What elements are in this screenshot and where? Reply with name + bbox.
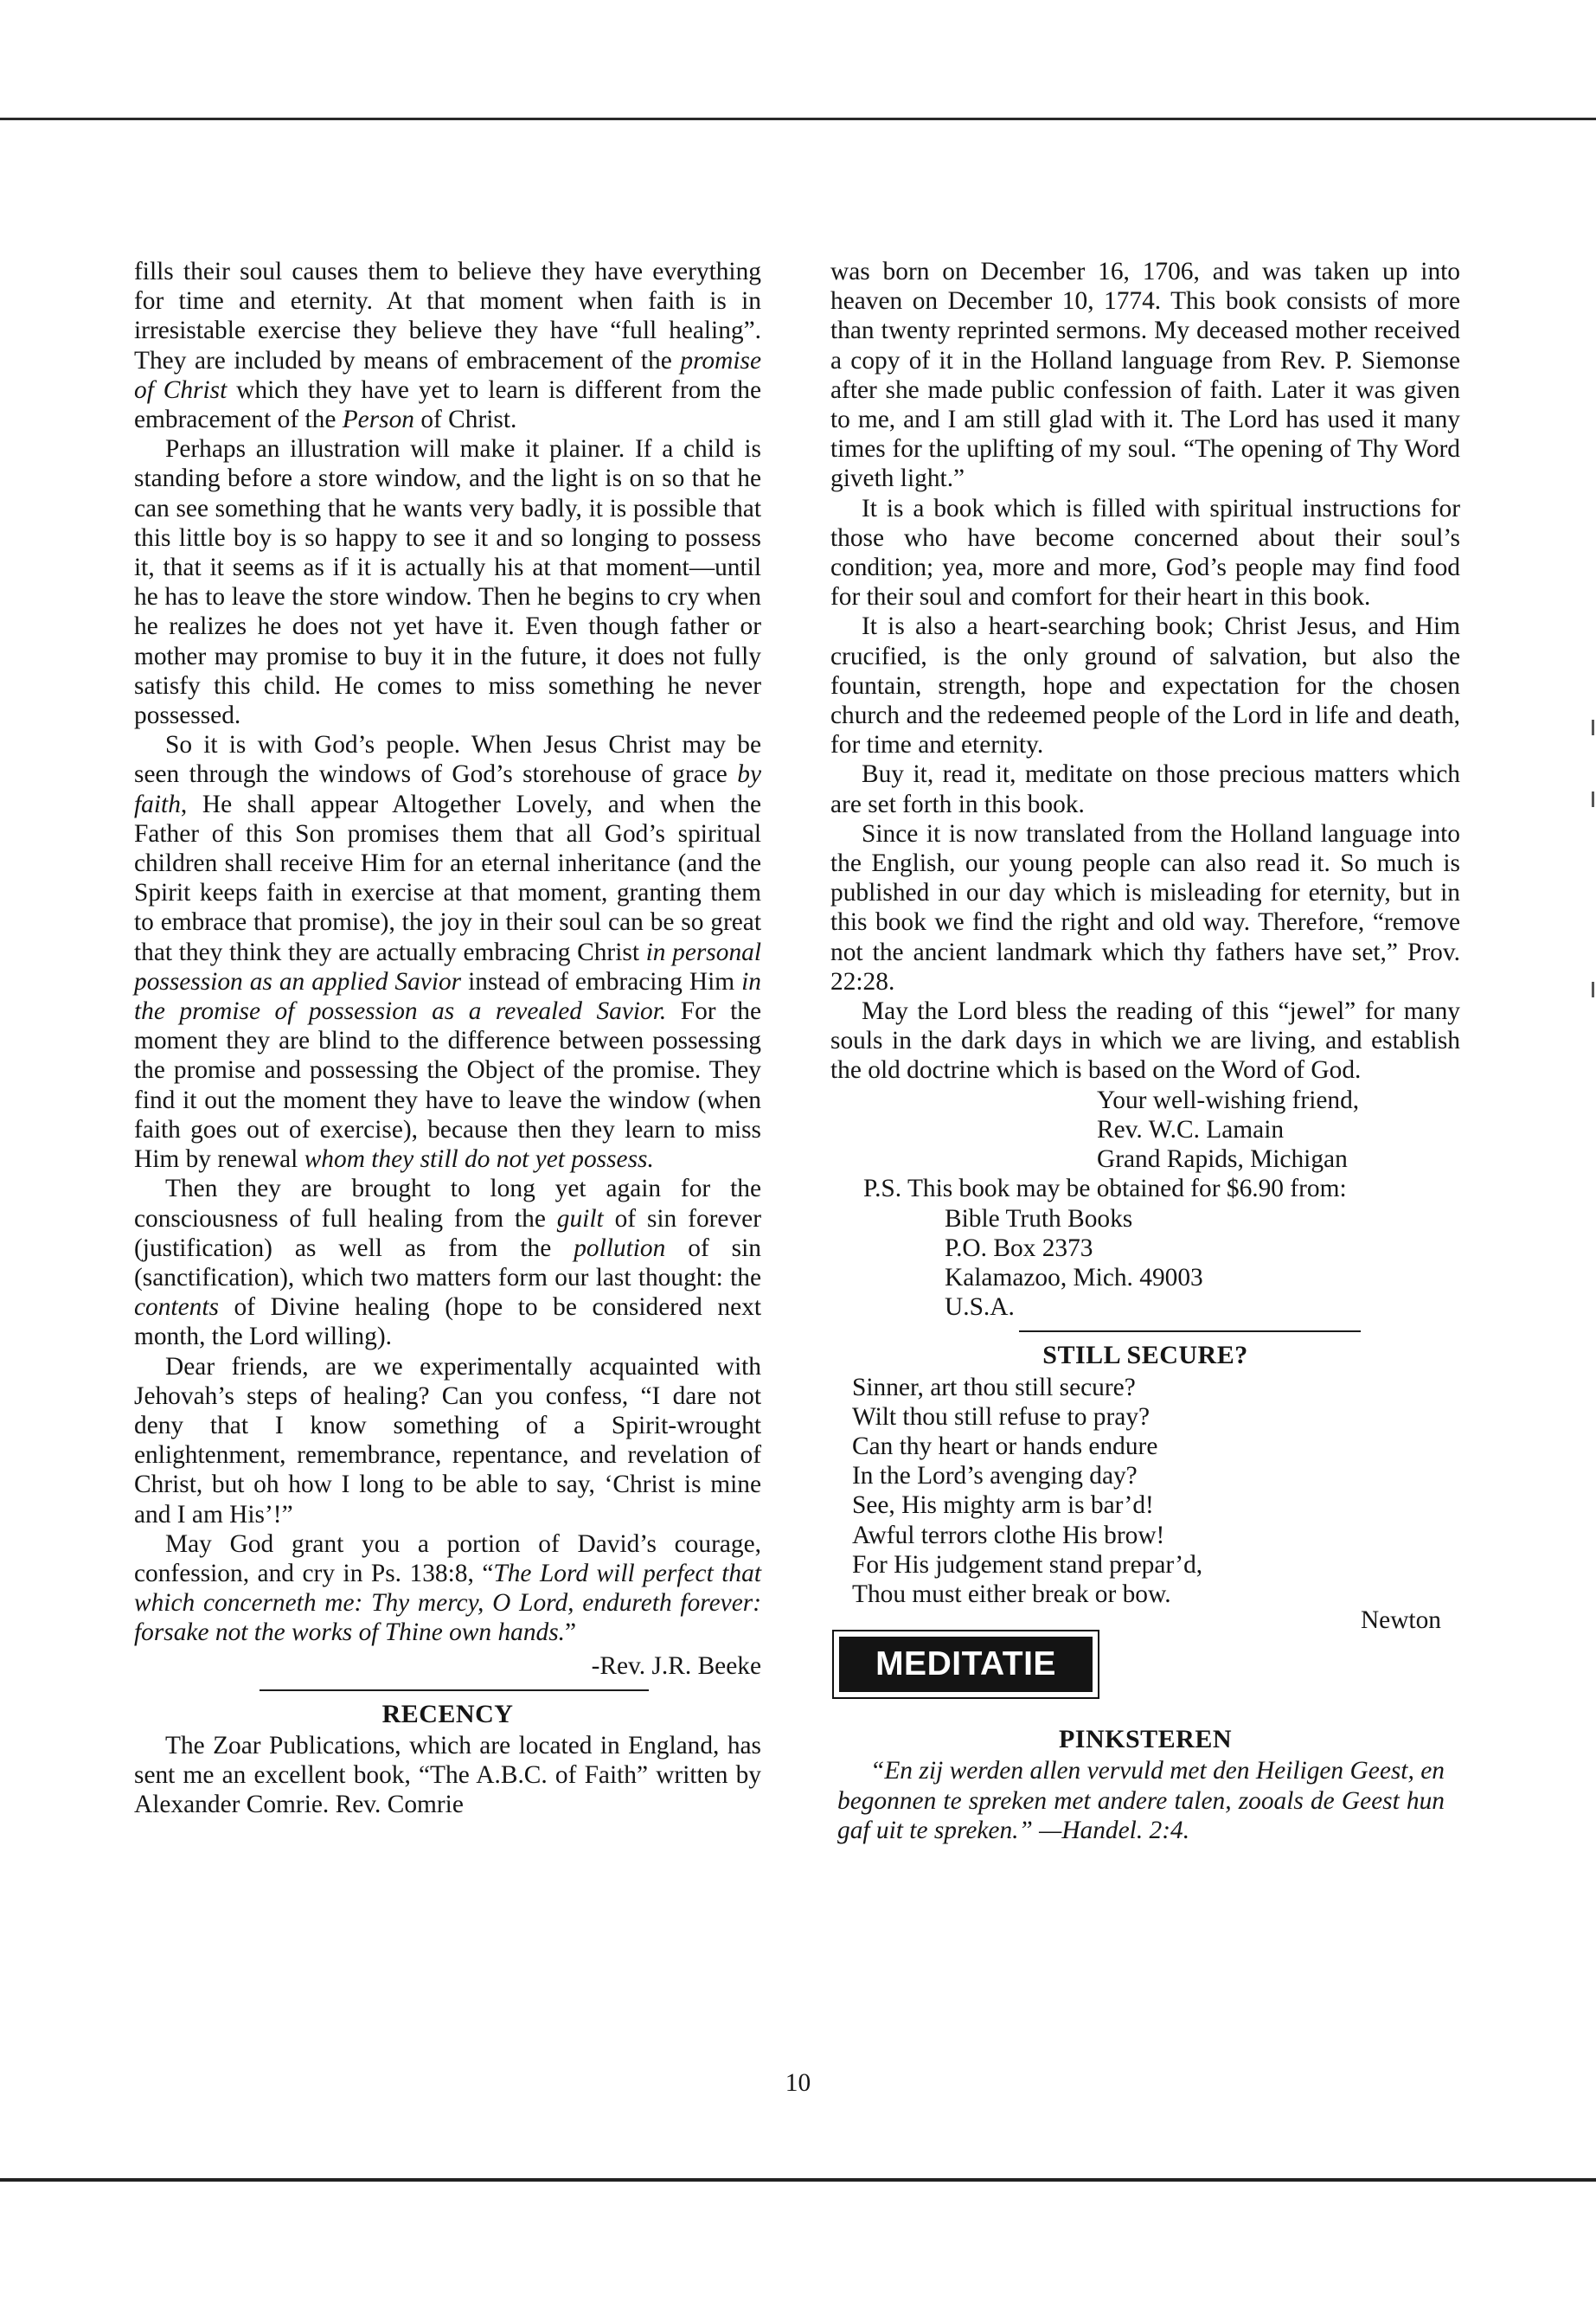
recency-paragraph: The Zoar Publications, which are located in England, has sent me an excellent book, “The A.B.C. of Faith” written by Alexander Comrie. Rev. Comrie (134, 1731, 761, 1819)
signature-line: Your well-wishing friend, (1097, 1086, 1360, 1114)
signature-line: Grand Rapids, Michigan (1097, 1145, 1348, 1174)
section-heading-recency: RECENCY (381, 1699, 514, 1728)
review-paragraph: Buy it, read it, meditate on those precious matters which are set forth in this book. (830, 760, 1460, 818)
address-line: Bible Truth Books (945, 1204, 1133, 1233)
address-line: U.S.A. (945, 1293, 1015, 1322)
poem-line: In the Lord’s avenging day? (852, 1462, 1138, 1490)
review-paragraph: It is a book which is filled with spiritual instructions for those who have become concerned about their soul’s condition; yea, more and more, God’s people may find food for their soul and comfort for their heart in this book. (830, 494, 1460, 612)
edge-mark (1592, 792, 1594, 807)
signature-line: Rev. W.C. Lamain (1097, 1115, 1285, 1144)
page-number: 10 (785, 2069, 811, 2097)
review-paragraph: May the Lord bless the reading of this “jewel” for many souls in the dark days in which we are living, and establish the old doctrine which is based on the Word of God. (830, 997, 1460, 1085)
address-line: P.O. Box 2373 (945, 1234, 1093, 1262)
address-block (830, 1204, 1460, 1323)
article-paragraph: So it is with God’s people. When Jesus Christ may be seen through the windows of God’s storehouse of grace by faith, He shall appear Altogether Lovely, and when the Father of this Son promises them that all God’s spiritual children shall receive Him for an eternal inheritance (and the Spirit keeps faith in exercise at that moment, granting them to embrace that promise), the joy in their soul can be so great that they think they are actually embracing Christ in personal possession as an applied Savior instead of embracing Him in the promise of possession as a revealed Savior. For the moment they are blind to the difference between possessing the promise and possessing the Object of the promise. They find it out the moment they have to leave the window (when faith goes out of exercise), because then they learn to miss Him by renewal whom they still do not yet possess. (134, 731, 761, 1174)
poem-line: Wilt thou still refuse to pray? (852, 1402, 1151, 1431)
poem-line: For His judgement stand prepar’d, (852, 1550, 1203, 1579)
article-paragraph: May God grant you a portion of David’s courage, confession, and cry in Ps. 138:8, “The Lord will perfect that which concerneth me: Thy mercy, O Lord, endureth forever: forsake not the works of Thine own hands.” (134, 1529, 761, 1647)
section-heading-pinksteren: PINKSTEREN (1058, 1725, 1233, 1754)
article-paragraph: Perhaps an illustration will make it plainer. If a child is standing before a store window, and the light is on so that he can see something that he wants very badly, it is possible that this little boy is so happy to see it and so longing to possess it, that it seems as if it is actually his at that moment—until he has to leave the store window. Then he begins to cry when he realizes he does not yet have it. Even though father or mother may promise to buy it in the future, it does not fully satisfy this child. He comes to miss something he never possessed. (134, 435, 761, 730)
poem-title: STILL SECURE? (1042, 1341, 1248, 1370)
meditatie-badge (832, 1630, 1099, 1699)
review-paragraph: It is also a heart-searching book; Christ Jesus, and Him crucified, is the only ground of salvation, but also the fountain, strength, hope and expectation for the chosen church and the redeemed people of the Lord in life and death, for time and eternity. (830, 612, 1460, 760)
left-column (134, 257, 761, 1820)
section-divider (260, 1689, 649, 1691)
bottom-rule (0, 2178, 1596, 2182)
signature-block (830, 1086, 1460, 1175)
badge-row (830, 1606, 1460, 1697)
address-line: Kalamazoo, Mich. 49003 (945, 1263, 1203, 1292)
top-rule (0, 118, 1596, 120)
article-body (134, 257, 761, 1648)
author-attribution: -Rev. J.R. Beeke (591, 1651, 761, 1680)
postscript: P.S. This book may be obtained for $6.90 from: (863, 1175, 1347, 1203)
edge-mark (1592, 720, 1594, 735)
right-column (830, 257, 1460, 1845)
poem-line: Can thy heart or hands endure (852, 1432, 1158, 1460)
article-paragraph: Then they are brought to long yet again for the consciousness of full healing from the guilt of sin forever (justification) as well as from the pollution of sin (sanctification), which two matters form our last thought: the contents of Divine healing (hope to be considered next month, the Lord willing). (134, 1175, 761, 1351)
review-paragraph: was born on December 16, 1706, and was taken up into heaven on December 10, 1774. This book consists of more than twenty reprinted sermons. My deceased mother received a copy of it in the Holland language from Rev. P. Siemonse after she made public confession of faith. Later it was given to me, and I am still glad with it. The Lord has used it many times for the uplifting of my soul. “The opening of Thy Word giveth light.” (830, 258, 1460, 493)
article-paragraph: Dear friends, are we experimentally acquainted with Jehovah’s steps of healing? Can you confess, “I dare not deny that I know something of a Spirit-wrought enlightenment, remembrance, repentance, and revelation of Christ, but oh how I long to be able to say, ‘Christ is mine and I am His’!” (134, 1352, 761, 1529)
poem-line: Awful terrors clothe His brow! (852, 1521, 1165, 1549)
review-paragraph: Since it is now translated from the Holland language into the English, our young people can also read it. So much is published in our day which is misleading for eternity, but in this book we find the right and old way. Therefore, “remove not the ancient landmark which thy fathers have set,” Prov. 22:28. (830, 819, 1460, 996)
poem-line: Thou must either break or bow. (852, 1580, 1171, 1608)
poem-author: Newton (1360, 1606, 1441, 1635)
section-divider (1019, 1330, 1361, 1332)
scripture-quote: “En zij werden allen vervuld met den Heiligen Geest, en begonnen te spreken met andere talen, zooals de Geest hun gaf uit te spreken.” —Handel. 2:4. (837, 1757, 1445, 1844)
edge-mark (1592, 982, 1594, 997)
poem (830, 1373, 1460, 1610)
article-paragraph: fills their soul causes them to believe they have everything for time and eternity. At that moment when faith is in irresistable exercise they believe they have “full healing”. They are included by means of embracement of the promise of Christ which they have yet to learn is different from the embracement of the Person of Christ. (134, 258, 761, 434)
poem-line: Sinner, art thou still secure? (852, 1373, 1136, 1401)
poem-line: See, His mighty arm is bar’d! (852, 1491, 1154, 1520)
review-body (830, 257, 1460, 1086)
meditatie-badge-label: MEDITATIE (839, 1637, 1093, 1692)
